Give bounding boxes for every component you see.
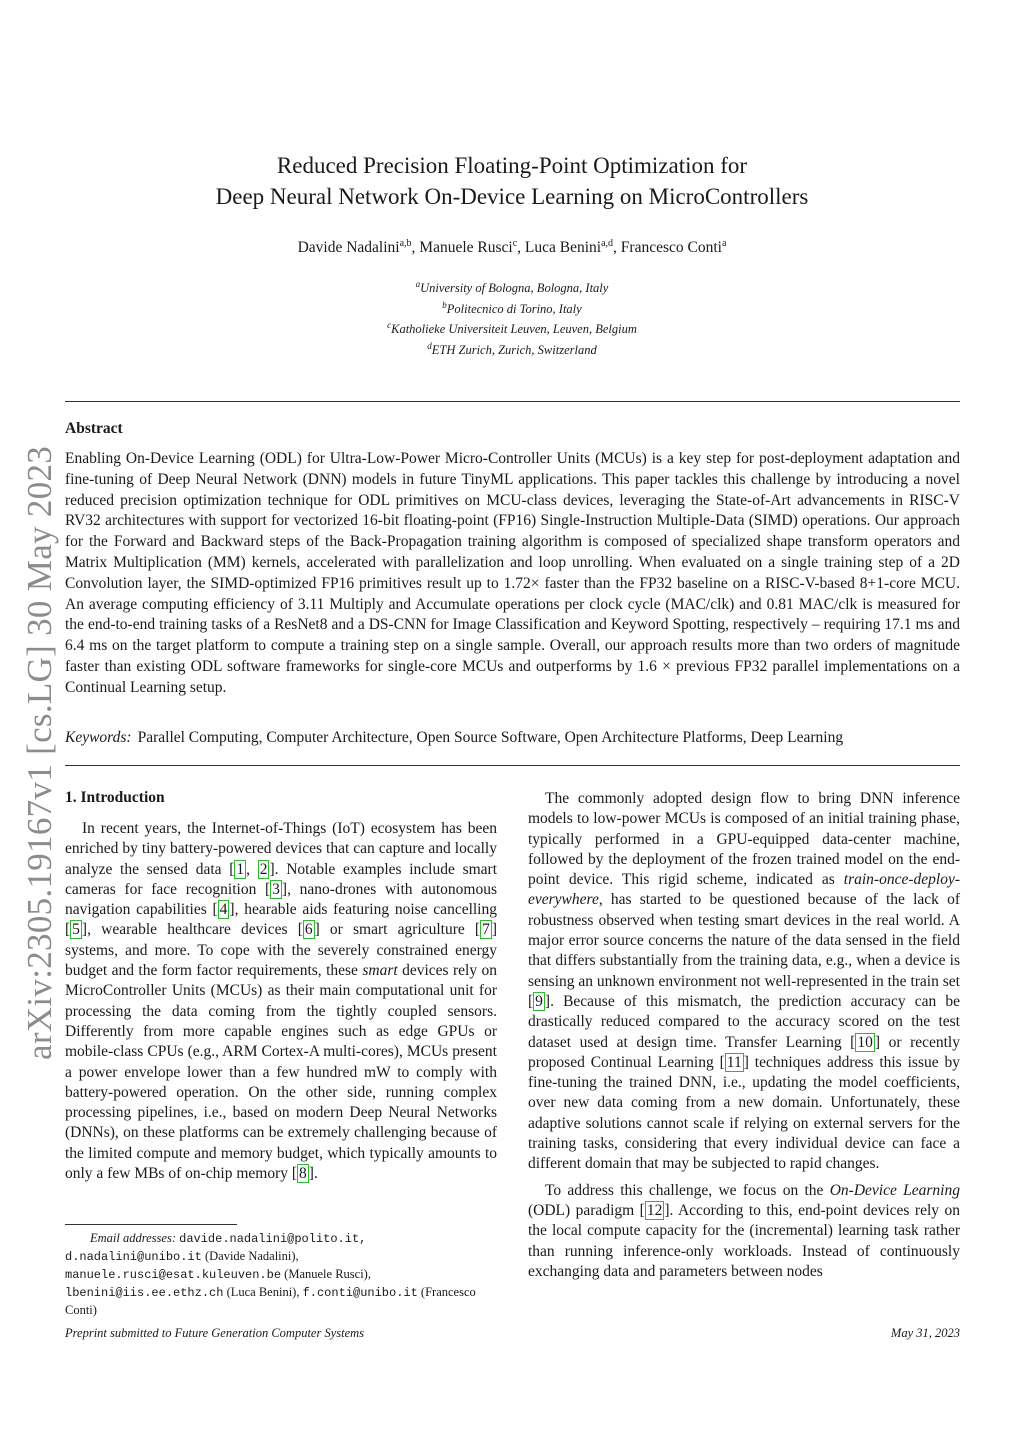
citation-link[interactable]: 11	[726, 1053, 742, 1071]
left-column	[65, 819, 497, 1184]
title-line-2: Deep Neural Network On-Device Learning on MicroControllers	[215, 184, 809, 209]
author-name: Luca Benini	[524, 239, 602, 257]
footnote: Email addresses: davide.nadalini@polito.it, d.nadalini@unibo.it (Davide Nadalini), manuele.rusci@esat.kuleuven.be (Manuele Rusci), lbenini@iis.ee.ethz.ch (Luca Benini), f.conti@unibo.it (Francesco Conti)	[65, 1231, 476, 1317]
emphasis: smart	[362, 962, 398, 980]
author-name: Francesco Conti	[620, 239, 722, 257]
paragraph: In recent years, the Internet-of-Things (IoT) ecosystem has been enriched by tiny battery-powered devices that can capture and locally analyze the sensed data [ 1 , 2 ]. Notable examples include smart cameras for face recognition [ 3 ], nano-drones with autonomous navigation capabilities [ 4 ], hearable aids featuring noise cancelling [ 5 ], wearable healthcare devices [ 6 ] or smart agriculture [ 7 ] systems, and more. To cope with the severely constrained energy budget and the form factor requirements, these smart devices rely on MicroController Units (MCUs) as their main computational unit for processing the data coming from the tightly coupled sensors. Differently from more capable engines such as edge GPUs or mobile-class CPUs (e.g., ARM Cortex-A multi-cores), MCUs present a power envelope lower than a few hundred mW to comply with battery-powered operation. On the other side, running complex processing pipelines, i.e., based on modern Deep Neural Networks (DNNs), on these platforms can be extremely challenging because of the limited compute and memory budget, which typically amounts to only a few MBs of on-chip memory [ 8 ].	[65, 820, 498, 1183]
paper-title	[0, 150, 1024, 212]
date-note: May 31, 2023	[890, 1326, 960, 1340]
emphasis: train-once-deploy-everywhere	[528, 871, 960, 909]
preprint-note: Preprint submitted to Future Generation Computer Systems	[65, 1326, 365, 1340]
email-link[interactable]: d.nadalini@unibo.it	[65, 1250, 202, 1264]
abstract-heading: Abstract	[65, 420, 123, 437]
email-link[interactable]: manuele.rusci@esat.kuleuven.be	[65, 1268, 282, 1282]
keywords-text: Parallel Computing, Computer Architecture, Open Source Software, Open Architecture Platforms, Deep Learning	[137, 729, 844, 746]
author-name: Davide Nadalini	[297, 239, 400, 257]
section-heading: 1. Introduction	[65, 789, 165, 806]
affiliation: $^b$Politecnico di Torino, Italy	[442, 299, 582, 316]
arxiv-stamp: arXiv:2305.19167v1 [cs.LG] 30 May 2023	[20, 445, 59, 1060]
author-affil-mark: c	[512, 238, 518, 249]
author-name: Manuele Rusci	[419, 239, 513, 257]
citation-link[interactable]: 5	[72, 921, 80, 939]
affiliation: $^a$University of Bologna, Bologna, Italy	[415, 279, 609, 296]
title-line-1: Reduced Precision Floating-Point Optimization for	[276, 153, 748, 178]
citation-link[interactable]: 4	[219, 901, 228, 919]
citation-link[interactable]: 1	[236, 860, 245, 878]
author-list: Davide Nadalini$^{a,b}$, Manuele Rusci$^c$, Luca Benini$^{a,d}$, Francesco Conti$^a$	[297, 238, 727, 257]
divider	[65, 765, 960, 766]
email-link[interactable]: davide.nadalini@polito.it,	[179, 1232, 367, 1246]
keywords-label: Keywords:	[65, 729, 132, 746]
author-affil-mark: a	[721, 238, 727, 249]
affiliation: $^d$ETH Zurich, Zurich, Switzerland	[427, 340, 597, 358]
email-link[interactable]: f.conti@unibo.it	[302, 1286, 418, 1300]
citation-link[interactable]: 8	[299, 1165, 307, 1183]
affiliation: $^c$Katholieke Universiteit Leuven, Leuven, Belgium	[387, 320, 637, 337]
citation-link[interactable]: 9	[535, 992, 543, 1010]
citation-link[interactable]: 10	[857, 1033, 873, 1051]
citation-link[interactable]: 7	[482, 921, 490, 939]
abstract-text: Enabling On-Device Learning (ODL) for Ultra-Low-Power Micro-Controller Units (MCUs) is a key step for post-deployment adaptation and fine-tuning of Deep Neural Network (DNN) models in future TinyML applications. This paper tackles this challenge by introducing a novel reduced precision optimization technique for ODL primitives on MCU-class devices, leveraging the State-of-Art advancements in RISC-V RV32 architectures with support for vectorized 16-bit floating-point (FP16) Single-Instruction Multiple-Data (SIMD) operations. Our approach for the Forward and Backward steps of the Back-Propagation training algorithm is composed of specialized shape transform operators and Matrix Multiplication (MM) kernels, accelerated with parallelization and loop unrolling. When evaluated on a single training step of a 2D Convolution layer, the SIMD-optimized FP16 primitives result up to 1.72× faster than the FP32 baseline on a RISC-V-based 8+1-core MCU. An average computing efficiency of 3.11 Multiply and Accumulate operations per clock cycle (MAC/clk) and 0.81 MAC/clk is measured for the end-to-end training tasks of a ResNet8 and a DS-CNN for Image Classification and Keyword Spotting, respectively – requiring 17.1 ms and 6.4 ms on the target platform to compute a training step on a single sample. Overall, our approach results more than two orders of magnitude faster than existing ODL software frameworks for single-core MCUs and outperforms by 1.6 × previous FP32 parallel implementations on a Continual Learning setup.	[65, 450, 960, 696]
footnote-rule	[65, 1224, 237, 1225]
author-affil-mark: a,d	[601, 238, 614, 249]
citation-link[interactable]: 6	[304, 921, 313, 939]
citation-link[interactable]: 2	[259, 860, 268, 878]
paragraph: The commonly adopted design flow to bring DNN inference models to low-power MCUs is composed of an initial training phase, typically performed in a GPU-equipped data-center machine, followed by the deployment of the frozen trained model on the end-point device. This rigid scheme, indicated as train-once-deploy-everywhere, has started to be questioned because of the lack of robustness observed when testing smart devices in the real world. A major error source concerns the nature of the data sensed in the field that differs substantially from the training data, e.g., when a device is sensing an unknown environment not well-represented in the train set [ 9 ]. Because of this mismatch, the prediction accuracy can be drastically reduced compared to the accuracy scored on the test dataset used at design time. Transfer Learning [ 10 ] or recently proposed Continual Learning [ 11 ] techniques address this issue by fine-tuning the trained DNN, i.e., updating the model coefficients, over new data coming from a new domain. Unfortunately, these adaptive solutions cannot scale if relying on external servers for the training tasks, considering that every individual device can face a different domain that may be subjected to rapid changes.	[528, 790, 961, 1173]
affiliations	[0, 276, 1024, 359]
email-link[interactable]: lbenini@iis.ee.ethz.ch	[65, 1286, 224, 1300]
emphasis: On-Device Learning	[829, 1181, 960, 1199]
author-affil-mark: a,b	[399, 238, 412, 249]
right-column	[528, 789, 960, 1282]
keywords	[65, 729, 843, 747]
paragraph: To address this challenge, we focus on the On-Device Learning (ODL) paradigm [ 12 ]. According to this, end-point devices rely on the local compute capacity for the (incremental) learning task rather than running inference-only workloads. Instead of continuously exchanging data and parameters between nodes	[528, 1181, 960, 1280]
citation-link[interactable]: 12	[646, 1201, 663, 1219]
divider	[65, 401, 960, 402]
citation-link[interactable]: 3	[272, 880, 280, 898]
